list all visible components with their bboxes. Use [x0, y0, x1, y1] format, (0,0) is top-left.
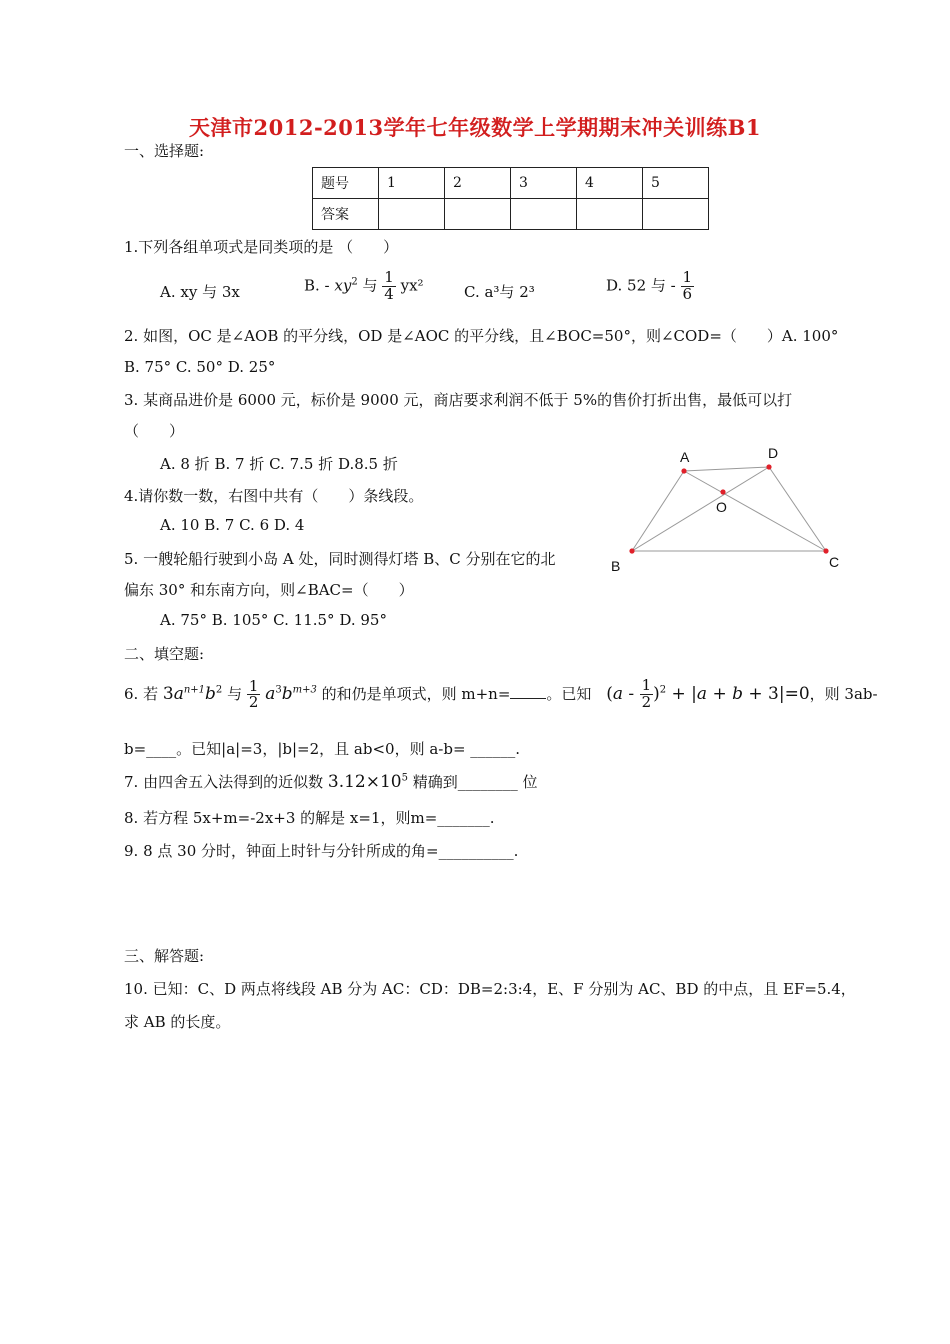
q6-half-fraction: $\frac{1}{2}$ — [248, 676, 259, 712]
q1-option-b-term: xy — [334, 276, 352, 295]
q3-line2: （ ） — [124, 422, 185, 440]
q7-line — [124, 771, 538, 792]
label-d: D — [768, 445, 779, 461]
segment-ab — [632, 471, 684, 551]
q4-stem: 4.请你数一数，右图中共有（ ）条线段。 — [124, 487, 424, 505]
q1-option-b: B. - $xy^2$ 与 $\frac{1}{4}$ yx² — [304, 268, 424, 303]
point-a — [681, 468, 686, 473]
q1-option-b-suffix: yx² — [400, 276, 424, 295]
q1-option-d — [606, 270, 694, 303]
q4-options: A. 10 B. 7 C. 6 D. 4 — [160, 516, 305, 534]
q7-prefix: 7. 由四舍五入法得到的近似数 — [124, 773, 324, 791]
q6-suffix: 的和仍是单项式，则 m+n= — [321, 684, 511, 703]
section-solve-heading: 三、解答题: — [124, 947, 205, 965]
q6-equation: (a - $\frac{1}{2}$ )$^2$ + |a + b + 3|=0 — [606, 676, 810, 711]
q5-line2: 偏东 30° 和东南方向，则∠BAC=（ ） — [124, 581, 414, 599]
answer-cell[interactable] — [379, 199, 445, 230]
q3-options: A. 8 折 B. 7 折 C. 7.5 折 D.8.5 折 — [160, 455, 398, 473]
q6-line2: b=____。已知|a|=3，|b|=2，且 ab<0，则 a-b= ______. — [124, 740, 521, 758]
answer-table-answer-label: 答案 — [313, 199, 379, 230]
q1-option-a: A. xy 与 3x — [160, 283, 240, 301]
section-fill-heading: 二、填空题: — [124, 645, 205, 663]
label-b: B — [611, 558, 621, 574]
q2-line2: B. 75° C. 50° D. 25° — [124, 358, 276, 376]
section-choice-heading: 一、选择题: — [124, 142, 205, 160]
label-o: O — [716, 499, 727, 515]
q1-option-d-fraction: $\frac{1}{6}$ — [682, 268, 693, 303]
label-a: A — [680, 449, 690, 465]
q5-options: A. 75° B. 105° C. 11.5° D. 95° — [160, 611, 387, 629]
q2-line1: 2. 如图，OC 是∠AOB 的平分线，OD 是∠AOC 的平分线，且∠BOC=50°，则∠COD=（ ）A. 100° — [124, 327, 839, 345]
q1-option-b-prefix: B. - — [304, 276, 335, 295]
segment-dc — [769, 467, 826, 551]
q10-line2: 求 AB 的长度。 — [124, 1013, 231, 1031]
segment-ac — [684, 471, 826, 551]
point-o — [720, 489, 725, 494]
q8-line: 8. 若方程 5x+m=-2x+3 的解是 x=1，则m=_______. — [124, 809, 495, 827]
q6-line1 — [124, 678, 878, 711]
q1-option-b-mid: 与 — [357, 276, 383, 295]
answer-table-number: 1 — [379, 168, 445, 199]
segment-db — [632, 467, 769, 551]
answer-table-number: 5 — [643, 168, 709, 199]
q1-stem: 1.下列各组单项式是同类项的是 （ ） — [124, 238, 399, 256]
q7-suffix: 精确到________ 位 — [412, 773, 538, 791]
answer-table-number: 3 — [511, 168, 577, 199]
q6-prefix: 6. 若 — [124, 684, 159, 703]
answer-cell[interactable] — [643, 199, 709, 230]
point-b — [629, 548, 634, 553]
answer-table-header-row — [313, 168, 709, 199]
q7-number: $3.12\times 10^5$ — [327, 772, 408, 792]
document-title: 天津市2012-2013学年七年级数学上学期期末冲关训练B1 — [189, 115, 761, 140]
segment-ad — [684, 467, 769, 471]
answer-cell[interactable] — [445, 199, 511, 230]
q6-term1: $3a^{n+1}b^2$ — [162, 683, 223, 704]
label-c: C — [829, 554, 840, 570]
point-d — [766, 464, 771, 469]
q6-known: 。已知 — [546, 684, 592, 703]
point-c — [823, 548, 828, 553]
answer-table-answer-row — [313, 199, 709, 230]
q9-line: 9. 8 点 30 分时，钟面上时针与分针所成的角=__________. — [124, 842, 519, 860]
q6-term2: $a^3b^{m+3}$ — [265, 683, 317, 704]
answer-table — [312, 167, 709, 230]
geometry-figure — [600, 440, 850, 580]
answer-table-number: 2 — [445, 168, 511, 199]
q10-line1: 10. 已知：C、D 两点将线段 AB 分为 AC：CD：DB=2:3:4，E、F 分别为 AC、BD 的中点，且 EF=5.4， — [124, 980, 856, 998]
answer-cell[interactable] — [577, 199, 643, 230]
q3-line1: 3. 某商品进价是 6000 元，标价是 9000 元，商店要求利润不低于 5%的售价打折出售，最低可以打 — [124, 391, 793, 409]
q5-line1: 5. 一艘轮船行驶到小岛 A 处，同时测得灯塔 B、C 分别在它的北 — [124, 550, 556, 568]
q1-option-d-prefix: D. 52 与 - — [606, 276, 681, 295]
q1-option-b-fraction: $\frac{1}{4}$ — [384, 268, 394, 303]
q1-option-c: C. a³与 2³ — [464, 283, 535, 301]
answer-table-header-label: 题号 — [313, 168, 379, 199]
q6-eq-tail: ，则 3ab- — [809, 684, 878, 703]
q6-mid: 与 — [227, 684, 243, 703]
answer-cell[interactable] — [511, 199, 577, 230]
answer-table-number: 4 — [577, 168, 643, 199]
